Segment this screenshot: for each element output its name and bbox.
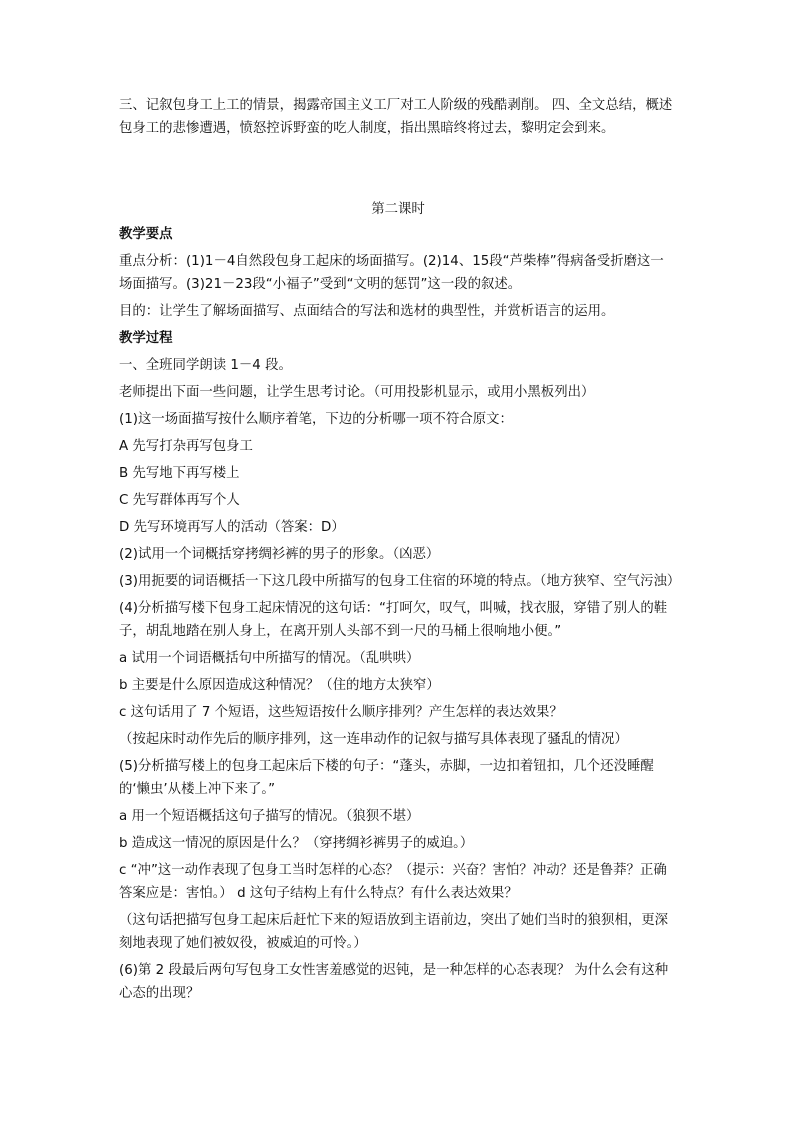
sub-question: a 试用一个词语概括句中所描写的情况。（乱哄哄） (119, 651, 420, 666)
sub-question: a 用一个短语概括这句子描写的情况。（狼狈不堪） (119, 809, 420, 824)
answer-note: （按起床时动作先后的顺序排列，这一连串动作的记叙与描写具体表现了骚乱的情况） (119, 732, 628, 747)
question-1: (1)这一场面描写按什么顺序着笔，下边的分析哪一项不符合原文： (119, 412, 513, 427)
process-paragraph: 老师提出下面一些问题，让学生思考讨论。（可用投影机显示，或用小黑板列出） (119, 385, 595, 400)
option-a: A 先写打杂再写包身工 (119, 439, 253, 454)
question-2: (2)试用一个词概括穿拷绸衫裤的男子的形象。（凶恶） (119, 547, 440, 562)
process-heading: 教学过程 (119, 331, 173, 346)
question-5: (5)分析描写楼上的包身工起床后下楼的句子：“蓬头，赤脚，一边扣着钮扣，几个还没睡醒的‘懒虫’从楼上冲下来了。” (119, 759, 654, 797)
objective-paragraph: 目的：让学生了解场面描写、点面结合的写法和选材的典型性，并赏析语言的运用。 (119, 304, 615, 319)
intro-paragraph: 三、记叙包身工上工的情景，揭露帝国主义工厂对工人阶级的残酷剥削。 四、全文总结，概述包身工的悲惨遭遇，愤怒控诉野蛮的吃人制度，指出黑暗终将过去，黎明定会到来。 (119, 98, 673, 136)
answer-note: （这句话把描写包身工起床后赶忙下来的短语放到主语前边，突出了她们当时的狼狈相，更深刻地表现了她们被奴役，被威迫的可怜。） (119, 913, 669, 951)
key-points-paragraph: 重点分析：(1)1－4自然段包身工起床的场面描写。(2)14、15段“芦柴棒”得病备受折磨这一场面描写。(3)21－23段“小福子”受到“文明的惩罚”这一段的叙述。 (119, 254, 664, 292)
sub-question: c 这句话用了 7 个短语，这些短语按什么顺序排列？产生怎样的表达效果？ (119, 705, 563, 720)
lesson-title: 第二课时 (371, 202, 425, 217)
sub-question: b 造成这一情况的原因是什么？（穿拷绸衫裤男子的威迫。） (119, 836, 474, 851)
question-4: (4)分析描写楼下包身工起床情况的这句话：“打呵欠，叹气，叫喊，找衣服，穿错了别人的鞋子，胡乱地踏在别人身上，在离开别人头部不到一尺的马桶上很响地小便。” (119, 601, 668, 639)
question-6: (6)第 2 段最后两句写包身工女性害羞感觉的迟钝，是一种怎样的心态表现？ 为什么会有这种心态的出现？ (119, 963, 669, 1001)
sub-question: c “冲”这一动作表现了包身工当时怎样的心态？（提示：兴奋？害怕？冲动？还是鲁莽？正确答案应是：害怕。） d 这句子结构上有什么特点？有什么表达效果？ (119, 863, 667, 901)
question-3: (3)用扼要的词语概括一下这几段中所描写的包身工住宿的环境的特点。（地方狭窄、空气污浊） (119, 574, 681, 589)
sub-question: b 主要是什么原因造成这种情况？（住的地方太狭窄） (119, 678, 440, 693)
option-b: B 先写地下再写楼上 (119, 466, 240, 481)
process-paragraph: 一、全班同学朗读 1－4 段。 (119, 358, 292, 373)
option-d: D 先写环境再写人的活动（答案：D） (119, 520, 345, 535)
key-points-heading: 教学要点 (119, 227, 173, 242)
option-c: C 先写群体再写个人 (119, 493, 240, 508)
document-page (119, 94, 681, 1009)
